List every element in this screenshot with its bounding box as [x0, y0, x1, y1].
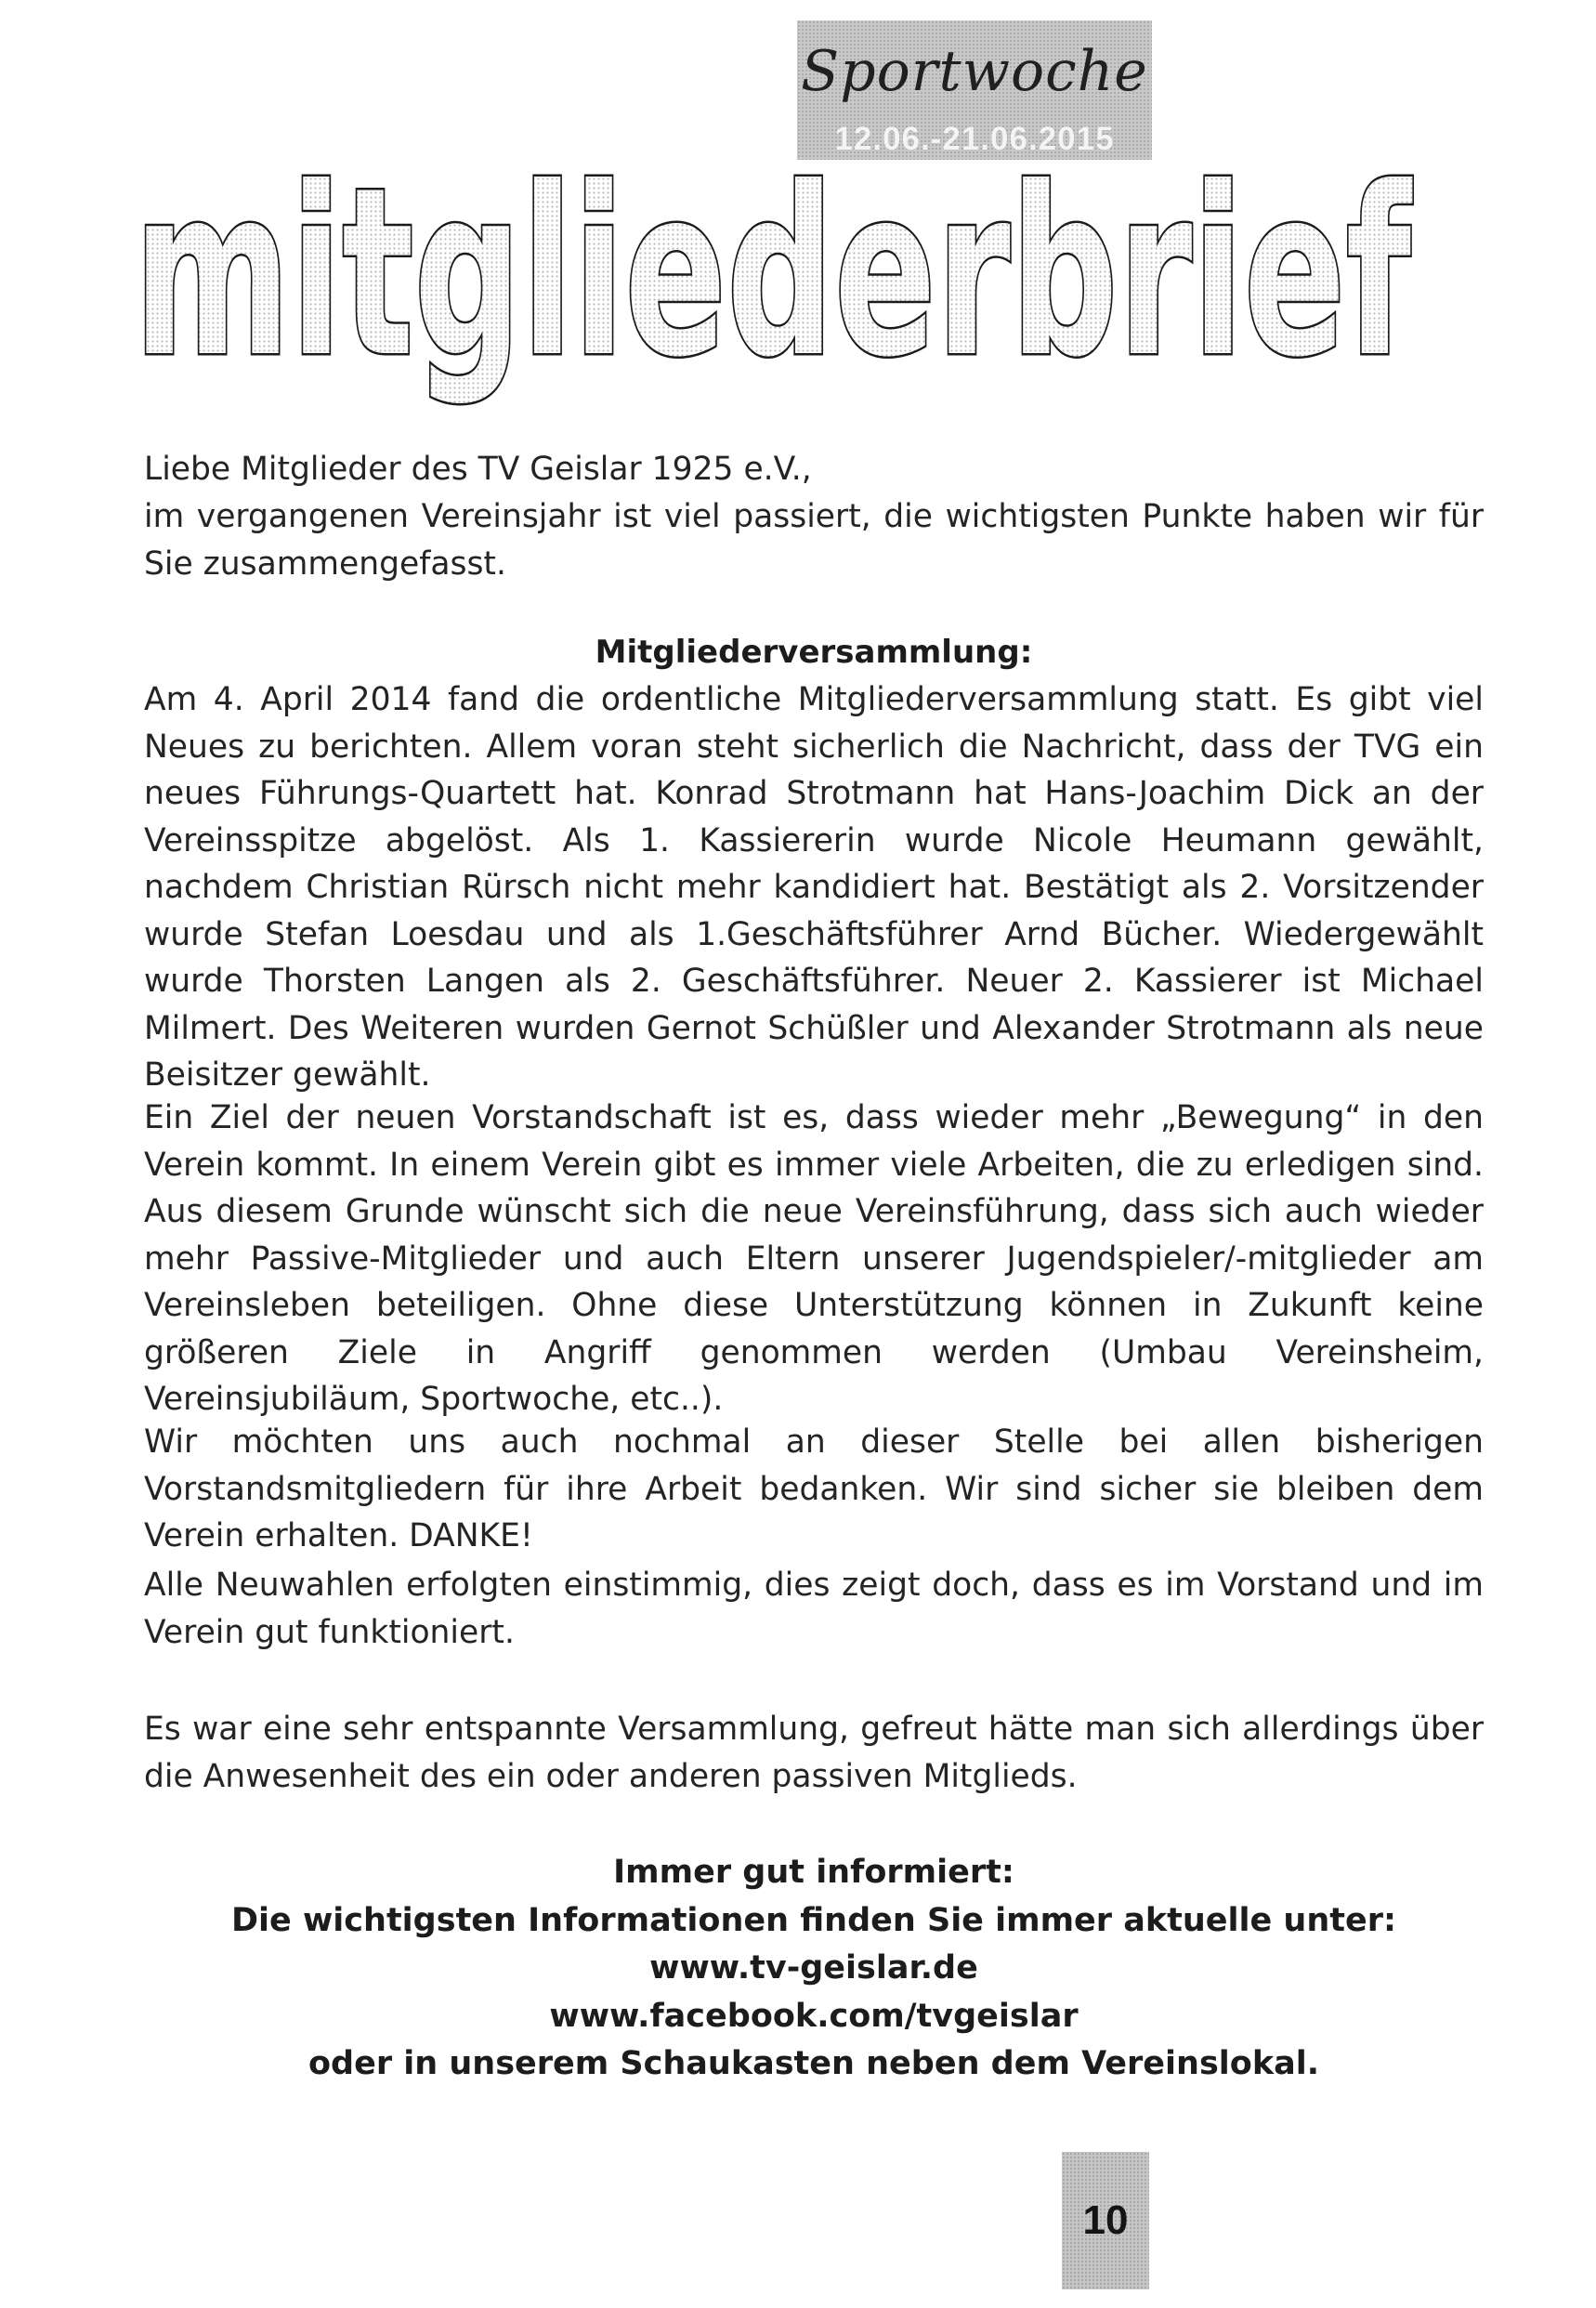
website-link: www.tv-geislar.de	[649, 1949, 978, 1987]
info-footer	[144, 1849, 1484, 2089]
footer-line-schaukasten: oder in unserem Schaukasten neben dem Vereinslokal.	[307, 2045, 1320, 2083]
paragraph-elections: Alle Neuwahlen erfolgten einstimmig, dies zeigt doch, dass es im Vorstand und im Verein gut funktioniert.	[144, 1567, 1484, 1651]
big-title-text: mitgliederbrief	[134, 138, 1413, 408]
badge-date: 12.06.-21.06.2015	[834, 121, 1115, 157]
paragraph-goals: Ein Ziel der neuen Vorstandschaft ist es, dass wieder mehr „Bewegung“ in den Verein kommt. In einem Verein gibt es immer viele Arbeiten, die zu erledigen sind. Aus diesem Grunde wünscht sich die neue Vereinsführung, dass sich auch wieder mehr Passive-Mitglieder und auch Eltern unserer Jugendspieler/-mitglieder am Vereinsleben beteiligen. Ohne diese Unterstützung können in Zukunft keine größeren Ziele in Angriff genommen werden (Umbau Vereinsheim, Vereinsjubiläum, Sportwoche, etc..).	[144, 1099, 1484, 1418]
facebook-link: www.facebook.com/tvgeislar	[549, 1997, 1079, 2035]
footer-line-informed: Immer gut informiert:	[613, 1854, 1014, 1891]
badge-title: Sportwoche	[801, 39, 1148, 104]
intro-paragraph: im vergangenen Vereinsjahr ist viel passiert, die wichtigsten Punkte haben wir für Sie zusammengefasst.	[144, 498, 1484, 583]
mitgliederbrief-title	[123, 139, 1423, 418]
paragraph-thanks: Wir möchten uns auch nochmal an dieser Stelle bei allen bisherigen Vorstandsmitgliedern für ihre Arbeit bedanken. Wir sind sicher sie bleiben dem Verein erhalten. DANKE!	[144, 1423, 1484, 1554]
section-heading: Mitgliederversammlung:	[595, 634, 1033, 671]
greeting: Liebe Mitglieder des TV Geislar 1925 e.V.,	[144, 451, 812, 488]
page-number: 10	[1062, 2152, 1149, 2289]
paragraph-assembly: Am 4. April 2014 fand die ordentliche Mitgliederversammlung statt. Es gibt viel Neues zu berichten. Allem voran steht sicherlich die Nachricht, dass der TVG ein neues Führungs-Quartett hat. Konrad Strotmann hat Hans-Joachim Dick an der Vereinsspitze abgelöst. Als 1. Kassiererin wurde Nicole Heumann gewählt, nachdem Christian Rürsch nicht mehr kandidiert hat. Bestätigt als 2. Vorsitzender wurde Stefan Loesdau und als 1.Geschäftsführer Arnd Bücher. Wiedergewählt wurde Thorsten Langen als 2. Geschäftsführer. Neuer 2. Kassierer ist Michael Milmert. Des Weiteren wurden Gernot Schüßler und Alexander Strotmann als neue Beisitzer gewählt.	[144, 681, 1484, 1094]
footer-line-info: Die wichtigsten Informationen finden Sie immer aktuelle unter:	[230, 1901, 1396, 1939]
paragraph-atmosphere: Es war eine sehr entspannte Versammlung, gefreut hätte man sich allerdings über die Anwesenheit des ein oder anderen passiven Mitglieds.	[144, 1711, 1484, 1795]
